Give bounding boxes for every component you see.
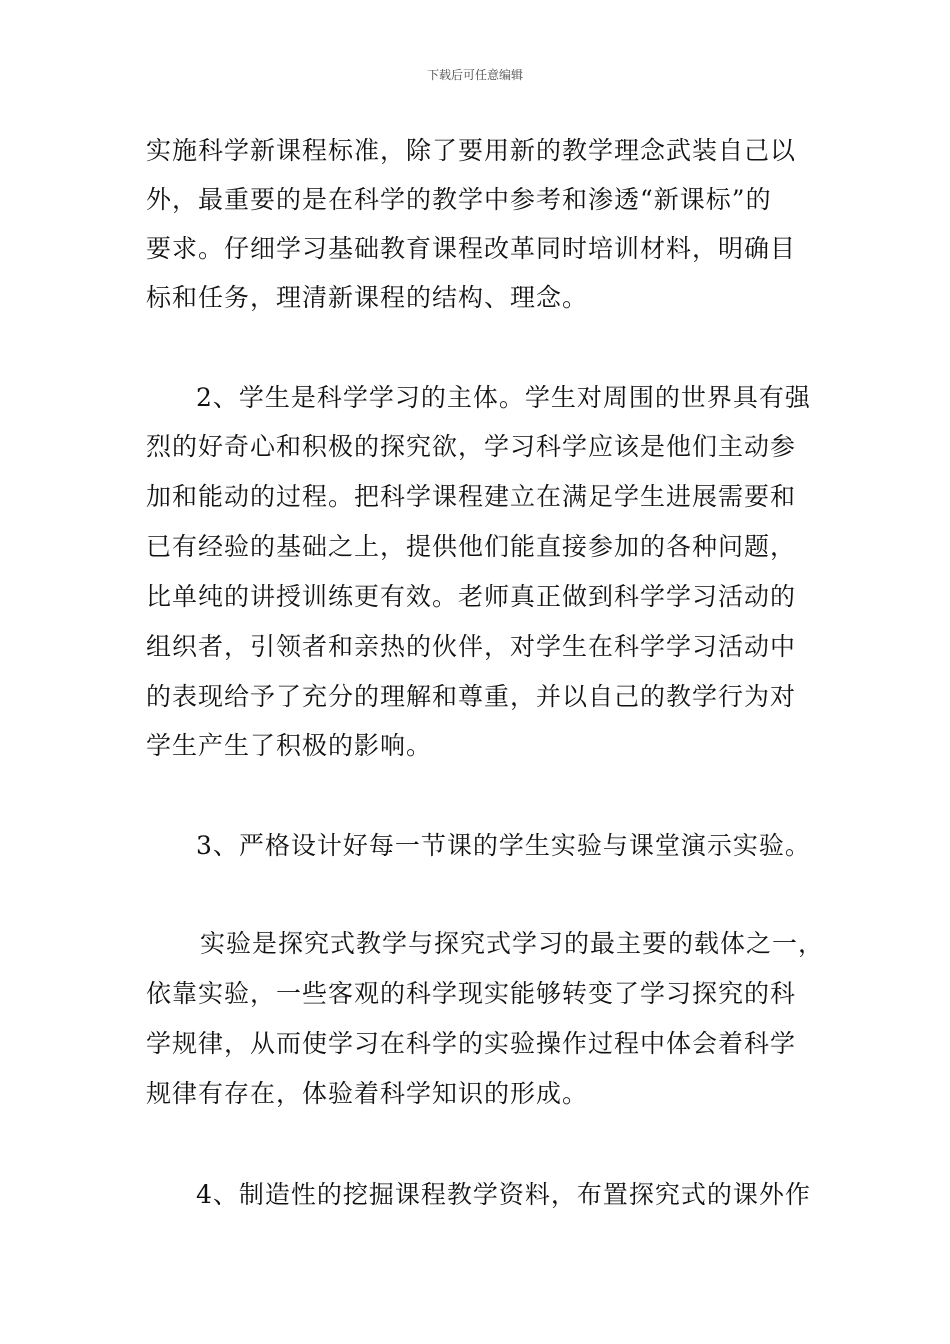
text-line: 比单纯的讲授训练更有效。老师真正做到科学学习活动的 — [146, 582, 797, 611]
text-line: 实验是探究式教学与探究式学习的最主要的载体之一， — [200, 929, 825, 958]
text-line: 的表现给予了充分的理解和尊重，并以自己的教学行为对 — [146, 682, 797, 711]
text-line: 2、学生是科学学习的主体。学生对周围的世界具有强 — [196, 383, 811, 412]
text-line: 4、制造性的挖掘课程教学资料，布置探究式的课外作 — [196, 1180, 811, 1209]
text-line: 加和能动的过程。把科学课程建立在满足学生进展需要和 — [146, 482, 797, 511]
text-line: 实施科学新课程标准，除了要用新的教学理念武装自己以 — [146, 136, 797, 165]
text-line: 3、严格设计好每一节课的学生实验与课堂演示实验。 — [196, 831, 811, 860]
text-line: 依靠实验，一些客观的科学现实能够转变了学习探究的科 — [146, 979, 797, 1008]
text-line: 标和任务，理清新课程的结构、理念。 — [146, 283, 589, 312]
text-line: 要求。仔细学习基础教育课程改革同时培训材料，明确目 — [146, 234, 797, 263]
text-line: 学生产生了积极的影响。 — [146, 731, 433, 760]
text-line: 规律有存在，体验着科学知识的形成。 — [146, 1079, 589, 1108]
page-header: 下载后可任意编辑 — [426, 68, 523, 82]
text-line: 学规律，从而使学习在科学的实验操作过程中体会着科学 — [146, 1029, 797, 1058]
text-line: 组织者，引领者和亲热的伙伴，对学生在科学学习活动中 — [146, 632, 797, 661]
text-line: 烈的好奇心和积极的探究欲，学习科学应该是他们主动参 — [146, 432, 797, 461]
text-line: 已有经验的基础之上，提供他们能直接参加的各种问题， — [146, 532, 797, 561]
text-line: 外，最重要的是在科学的教学中参考和渗透“新课标”的 — [146, 185, 772, 214]
